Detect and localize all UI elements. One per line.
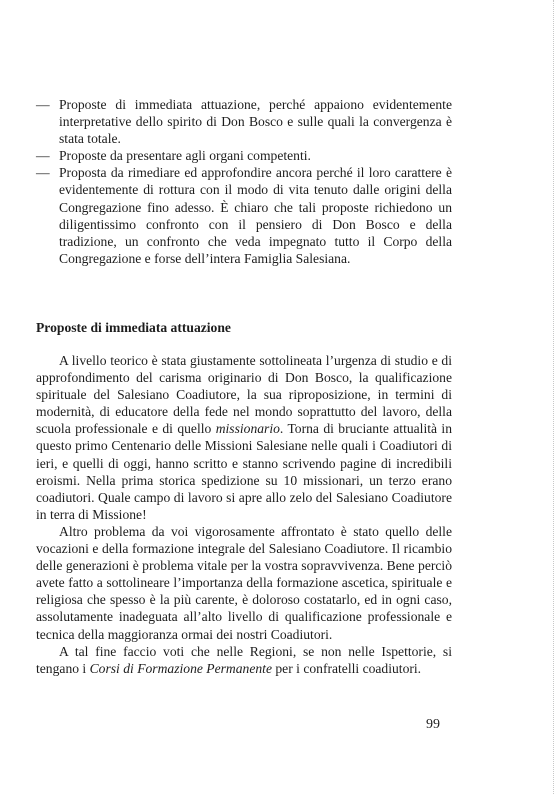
list-item-text: Proposte da presentare agli organi competenti.: [59, 148, 311, 164]
paragraph: Altro problema da voi vigorosamente affrontato è stato quello delle vocazioni e della formazione integrale del Salesiano Coadiutore. Il ricambio delle generazioni è problema vitale per la vostra sopravvivenza. Bene perciò avete fatto a sottolineare l’importanza della formazione ascetica, spirituale e religiosa che spesso è la più carente, è doloroso costatarlo, ed in ogni caso, assolutamente inadeguata all’alto livello di qualificazione professionale e tecnica della maggioranza ormai dei nostri Coadiutori.: [36, 523, 452, 642]
list-item-text: Proposta da rimediare ed approfondire ancora perché il loro carattere è evidentemente di rottura con il modo di vita tenuto dalle origini della Congregazione fino adesso. È chiaro che tali proposte richiedono un diligentissimo confronto con il pensiero di Don Bosco e della tradizione, un confronto che veda impegnato tutto il Corpo della Congregazione e forse dell’intera Famiglia Salesiana.: [59, 165, 452, 266]
scan-edge-line: [553, 0, 555, 794]
list-item-text: Proposte di immediata attuazione, perché appaiono evidentemente interpretative dello spirito di Don Bosco e sulle quali la convergenza è stata totale.: [59, 97, 452, 147]
paragraph: [36, 352, 452, 523]
paragraph-text: . Torna di bruciante attualità in questo primo Centenario delle Missioni Salesiane nelle quali i Coadiutori di ieri, e quelli di oggi, hanno scritto e stanno scrivendo pagine di incredibili eroismi. Nella prima storica spedizione su 10 missionari, un terzo erano coadiutori. Quale campo di lavoro si apre allo zelo del Salesiano Coadiutore in terra di Missione!: [36, 421, 452, 522]
emphasis-text: Corsi di Formazione Permanente: [89, 660, 272, 676]
list-dash: —: [36, 97, 50, 112]
emphasis-text: missionario: [215, 421, 280, 437]
list-item: [36, 164, 452, 267]
section-heading: Proposte di immediata attuazione: [36, 320, 231, 335]
list-dash: —: [36, 165, 50, 181]
paragraph: [36, 643, 452, 677]
paragraph-text: per i confratelli coadiutori.: [271, 660, 422, 676]
section-body: [36, 352, 452, 677]
list-item: [36, 96, 452, 147]
list-item: [36, 147, 452, 164]
proposal-list: [36, 96, 452, 267]
paragraph-text: A tal fine faccio voti che nelle Regioni, se non nelle Ispettorie, si tengano i: [36, 643, 452, 676]
paragraph-text: A livello teorico è stata giustamente sottolineata l’urgenza di studio e di approfondimento del carisma originario di Don Bosco, la qualificazione spirituale del Salesiano Coadiutore, la sua riproposizione, in termini di modernità, di educatore della fede nel mondo soprattutto del lavoro, della scuola professionale e di quello: [36, 353, 452, 437]
list-dash: —: [36, 148, 50, 164]
page-number: 99: [426, 717, 440, 732]
